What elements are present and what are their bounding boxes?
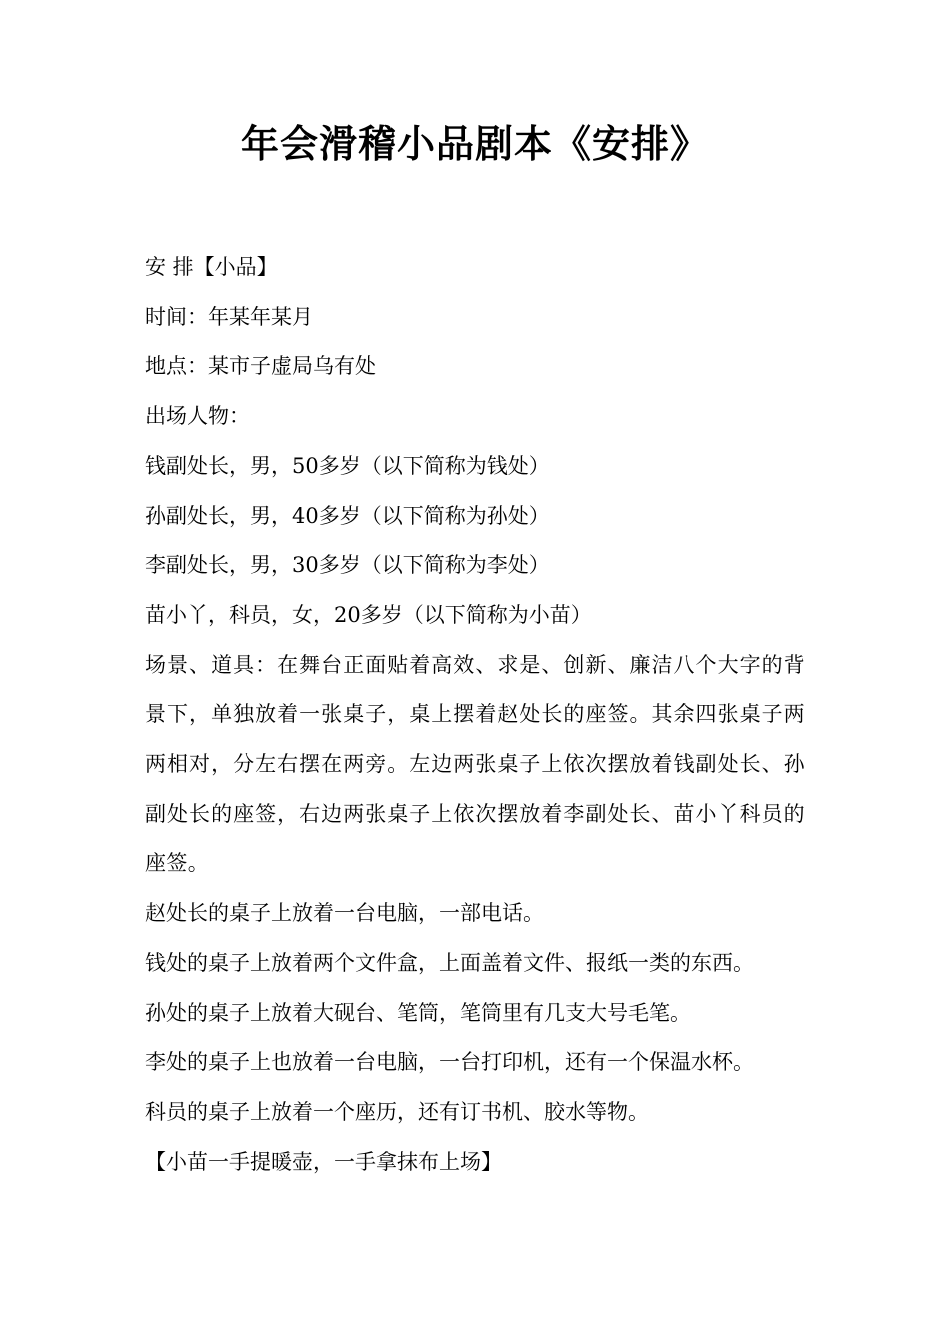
- prop-line: 科员的桌子上放着一个座历，还有订书机、胶水等物。: [145, 1099, 649, 1124]
- cast-member: 苗小丫，科员，女，20多岁（以下简称为小苗）: [145, 602, 592, 627]
- document-title: 年会滑稽小品剧本《安排》: [240, 121, 709, 166]
- cast-heading: 出场人物：: [145, 404, 250, 429]
- document-body: [145, 243, 805, 1187]
- stage-direction: 【小苗一手提暖壶，一手拿抹布上场】: [145, 1149, 502, 1174]
- prop-line: 钱处的桌子上放着两个文件盒，上面盖着文件、报纸一类的东西。: [145, 950, 754, 975]
- prop-line: 李处的桌子上也放着一台电脑，一台打印机，还有一个保温水杯。: [145, 1050, 754, 1075]
- time-line: 时间：年某年某月: [145, 304, 313, 329]
- cast-member: 李副处长，男，30多岁（以下简称为李处）: [145, 553, 550, 578]
- prop-line: 赵处长的桌子上放着一台电脑，一部电话。: [145, 901, 544, 926]
- play-heading: 安 排【小品】: [145, 255, 278, 279]
- cast-member: 孙副处长，男，40多岁（以下简称为孙处）: [145, 503, 550, 528]
- prop-line: 孙处的桌子上放着大砚台、笔筒，笔筒里有几支大号毛笔。: [145, 1000, 691, 1025]
- scene-props-paragraph: 场景、道具：在舞台正面贴着高效、求是、创新、廉洁八个大字的背景下，单独放着一张桌子，桌上摆着赵处长的座签。其余四张桌子两两相对，分左右摆在两旁。左边两张桌子上依次摆放着钱副处长、孙副处长的座签，右边两张桌子上依次摆放着李副处长、苗小丫科员的座签。: [145, 652, 805, 876]
- location-line: 地点：某市子虚局乌有处: [145, 354, 376, 379]
- cast-member: 钱副处长，男，50多岁（以下简称为钱处）: [145, 453, 550, 478]
